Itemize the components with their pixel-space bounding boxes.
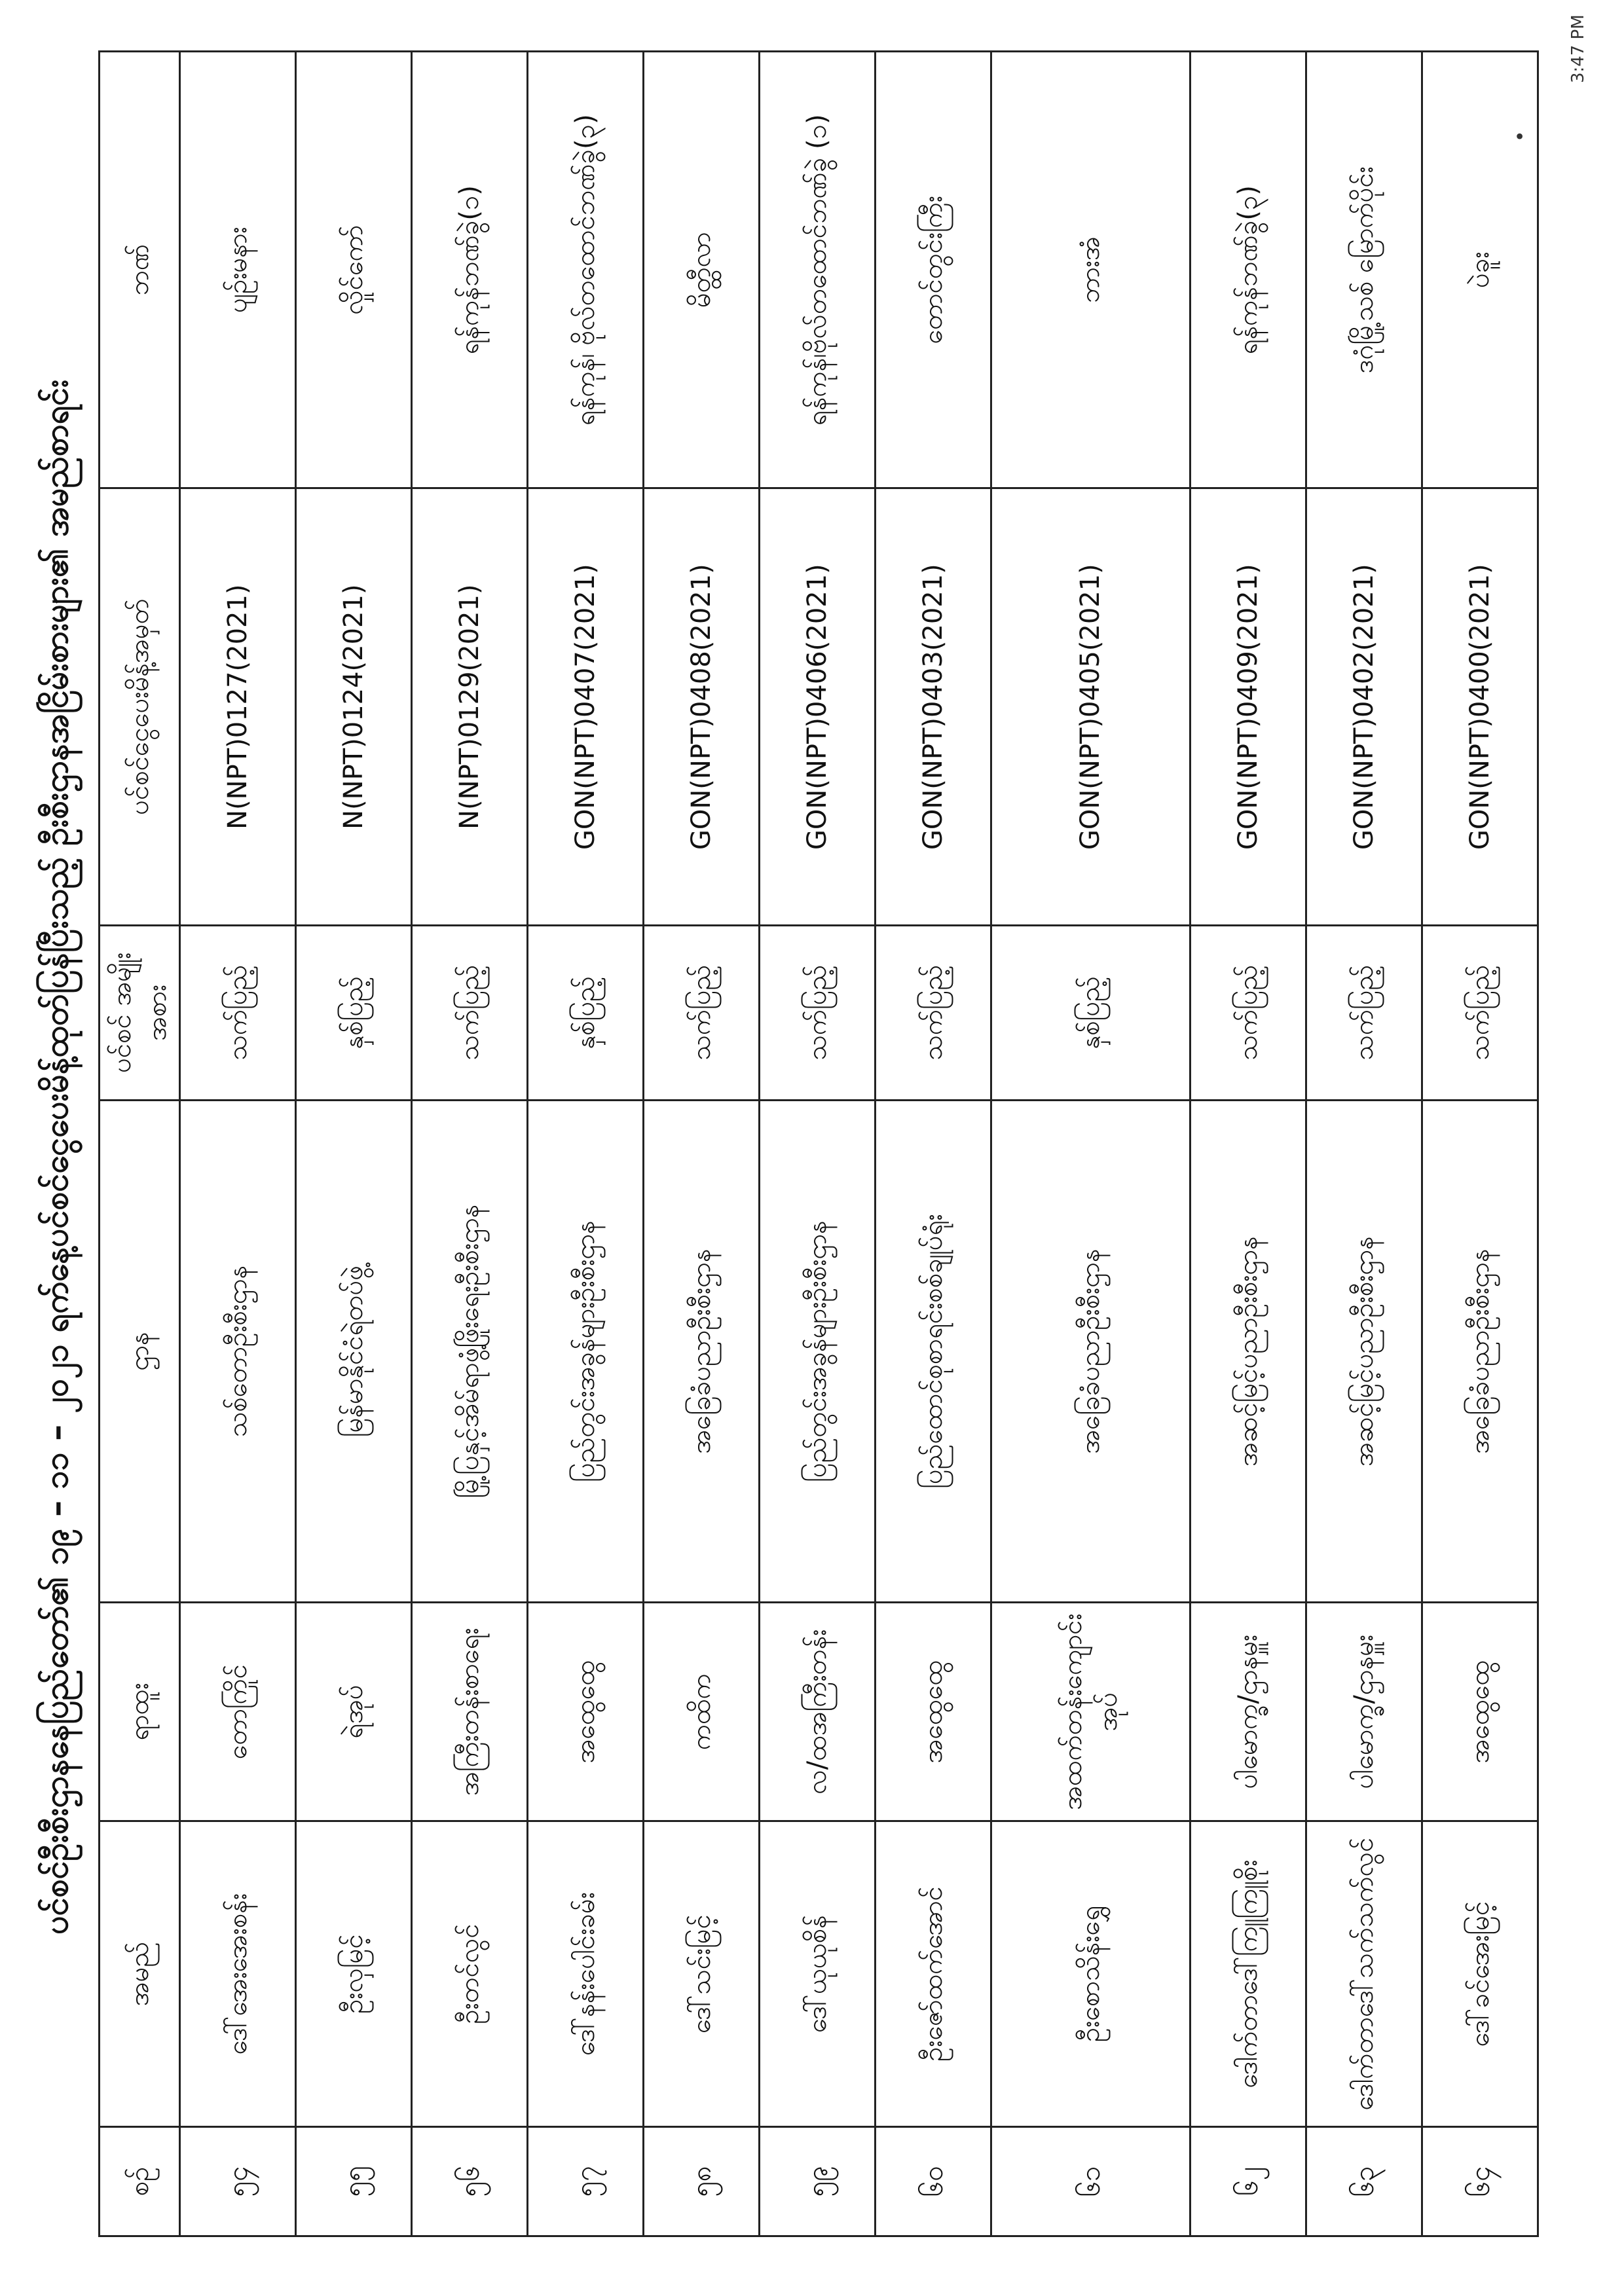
row-department: အခြေခံပညာဦးစီးဌာန bbox=[1422, 1100, 1538, 1603]
row-bank: ဒဂုံမြို့သစ် မြောက်ပိုင်း bbox=[1306, 52, 1422, 488]
row-name: ဒေါ်ယုယုစိန် bbox=[760, 1821, 876, 2126]
row-name: ဒေါ်နန်းပေါင်းခမ်း bbox=[528, 1821, 644, 2126]
row-pension-type: သက်ပြည့် bbox=[644, 925, 760, 1100]
row-pension-type: သက်ပြည့် bbox=[1306, 925, 1422, 1100]
table-row bbox=[876, 52, 991, 2236]
table-row bbox=[644, 52, 760, 2236]
table-row bbox=[1190, 52, 1306, 2236]
row-department: အခြေခံပညာဦးစီးဌာန bbox=[991, 1100, 1190, 1603]
row-pension-type: သက်ပြည့် bbox=[760, 925, 876, 1100]
table-row bbox=[1422, 52, 1538, 2236]
row-no: ၅၉ bbox=[760, 2127, 876, 2236]
row-bank: ပဲခူး bbox=[1422, 52, 1538, 488]
row-bank: ရန်ကုန်၊ဗိုလ်တထောင်ဘဏ်ခွဲ (၁) bbox=[760, 52, 876, 488]
header-rank: ရာထူး bbox=[100, 1603, 180, 1821]
row-department: အဆင့်မြင့်ပညာဦးစီးဌာန bbox=[1190, 1100, 1306, 1603]
row-department: မြို့ပြနှင့်အိမ်ရာဖွံ့ဖြိုးရေးဦးစီးဌာန bbox=[412, 1100, 528, 1603]
row-pension-order-no: N(NPT)0124(2021) bbox=[296, 488, 412, 925]
table-body bbox=[180, 52, 1538, 2236]
row-rank: အထွေထွေ bbox=[1422, 1603, 1538, 1821]
row-no: ၆၃ bbox=[1306, 2127, 1422, 2236]
row-bank: မိတ္ထီလာ bbox=[644, 52, 760, 488]
row-bank: တောင်တွင်းကြီး bbox=[876, 52, 991, 488]
row-no: ၆၁ bbox=[991, 2127, 1190, 2236]
row-rank: ရဲအုပ် bbox=[296, 1603, 412, 1821]
row-name: ဦးစောသိန်းရွှေ bbox=[991, 1821, 1190, 2126]
header-bank: ဘဏ် bbox=[100, 52, 180, 488]
table-header-row bbox=[100, 52, 180, 2236]
row-pension-order-no: N(NPT)0129(2021) bbox=[412, 488, 528, 925]
row-rank: လ/ထအကြီးတန်း bbox=[760, 1603, 876, 1821]
row-rank: အထွေထွေ bbox=[528, 1603, 644, 1821]
table-row bbox=[760, 52, 876, 2236]
header-no: စဉ် bbox=[100, 2127, 180, 2236]
table-row bbox=[1306, 52, 1422, 2236]
row-rank: ကထိက bbox=[644, 1603, 760, 1821]
row-pension-type: နှစ်ပြည့် bbox=[528, 925, 644, 1100]
row-pension-order-no: GON(NPT)0403(2021) bbox=[876, 488, 991, 925]
row-name: ဦးတင်လွင် bbox=[412, 1821, 528, 2126]
row-department: အဆင့်မြင့်ပညာဦးစီးဌာန bbox=[1306, 1100, 1422, 1603]
row-pension-order-no: GON(NPT)0406(2021) bbox=[760, 488, 876, 925]
row-pension-type: သက်ပြည့် bbox=[180, 925, 296, 1100]
table-row bbox=[180, 52, 296, 2236]
row-pension-order-no: N(NPT)0127(2021) bbox=[180, 488, 296, 925]
header-department: ဌာန bbox=[100, 1100, 180, 1603]
row-pension-order-no: GON(NPT)0409(2021) bbox=[1190, 488, 1306, 925]
row-pension-type: နှစ်ပြည့် bbox=[296, 925, 412, 1100]
row-no: ၅၅ bbox=[296, 2127, 412, 2236]
records-table-container bbox=[98, 50, 1539, 2237]
row-pension-type: သက်ပြည့် bbox=[1190, 925, 1306, 1100]
row-rank: ပါမောက္ခ/ဌာနမှူး bbox=[1190, 1603, 1306, 1821]
row-pension-order-no: GON(NPT)0400(2021) bbox=[1422, 488, 1538, 925]
row-bank: ရန်ကုန်၊ ဗိုလ်တထောင်ဘဏ်ခွဲ(၃) bbox=[528, 52, 644, 488]
header-pension-order-no: ပင်စင်ငွေပေးမိန့်အမှတ် bbox=[100, 488, 180, 925]
row-pension-type: သက်ပြည့် bbox=[1422, 925, 1538, 1100]
row-department: မြန်မာနိုင်ငံရဲတပ်ဖွဲ့ bbox=[296, 1100, 412, 1603]
row-name: ဒေါ်အေးအေးစန်း bbox=[180, 1821, 296, 2126]
scan-timestamp: 3:47 PM bbox=[1568, 14, 1588, 83]
row-pension-type: သက်ပြည့် bbox=[876, 925, 991, 1100]
row-no: ၅၇ bbox=[528, 2127, 644, 2236]
table-row bbox=[412, 52, 528, 2236]
row-name: ဒေါ်သင်းမြင့် bbox=[644, 1821, 760, 2126]
row-no: ၆၄ bbox=[1422, 2127, 1538, 2236]
row-name: ဒေါက်တာဒေါ်သက်သက်လွင် bbox=[1306, 1821, 1422, 2126]
row-pension-order-no: GON(NPT)0402(2021) bbox=[1306, 488, 1422, 925]
row-no: ၅၄ bbox=[180, 2127, 296, 2236]
row-pension-type: နှစ်ပြည့် bbox=[991, 925, 1190, 1100]
row-department: သစ်တောဦးစီးဌာန bbox=[180, 1100, 296, 1603]
row-no: ၅၈ bbox=[644, 2127, 760, 2236]
row-department: အခြေခံပညာဦးစီးဌာန bbox=[644, 1100, 760, 1603]
header-name: အမည် bbox=[100, 1821, 180, 2126]
row-pension-order-no: GON(NPT)0408(2021) bbox=[644, 488, 760, 925]
row-bank: ပျဉ်းမနား bbox=[180, 52, 296, 488]
row-name: ဒေါ်ခင်အေးမြင့် bbox=[1422, 1821, 1538, 2126]
row-no: ၆၂ bbox=[1190, 2127, 1306, 2236]
table-row bbox=[991, 52, 1190, 2236]
row-rank: တောကြိုင် bbox=[180, 1603, 296, 1821]
row-department: ပြည်တွင်းအခွန်များဦးစီးဌာန bbox=[528, 1100, 644, 1603]
row-pension-order-no: GON(NPT)0405(2021) bbox=[991, 488, 1190, 925]
row-bank: လှိုင်ကော် bbox=[296, 52, 412, 488]
table-row bbox=[296, 52, 412, 2236]
row-rank: အကြီးတန်းစာရေး bbox=[412, 1603, 528, 1821]
row-rank: အထက်တန်းကျောင်းအုပ် bbox=[991, 1603, 1190, 1821]
row-bank: ရန်ကုန်ဘဏ်ခွဲ(၁) bbox=[412, 52, 528, 488]
row-bank: ရန်ကုန်ဘဏ်ခွဲ(၃) bbox=[1190, 52, 1306, 488]
row-rank: အထွေထွေ bbox=[876, 1603, 991, 1821]
row-no: ၅၆ bbox=[412, 2127, 528, 2236]
row-bank: ဘားအံ bbox=[991, 52, 1190, 488]
row-pension-type: သက်ပြည့် bbox=[412, 925, 528, 1100]
row-name: ဒေါက်တာဒေါ်ကြူကြူစိုး bbox=[1190, 1821, 1306, 2126]
row-no: ၆၀ bbox=[876, 2127, 991, 2236]
table-row bbox=[528, 52, 644, 2236]
records-table bbox=[98, 50, 1539, 2237]
row-rank: ပါမောက္ခ/ဌာနမှူး bbox=[1306, 1603, 1422, 1821]
row-name: ဦးဇော်ထက်အောင် bbox=[876, 1821, 991, 2126]
document-title: ပင်စင်ဦးစီးဌာနနေပြည်တော်၏ ၁၉ – ၁၁ – ၂၀၂၁ ရက်နေ့ပင်စင်ငွေပေးမိန့်ထုတ်ပြန်ပြီးသည့် ဦးစီးဌာနအငြိမ်းစားများ၏ အမည်စာရင်း bbox=[37, 379, 75, 1935]
row-department: ပြည်တွင်းအခွန်များဦးစီးဌာန bbox=[760, 1100, 876, 1603]
row-name: ဦးလှမြင့် bbox=[296, 1821, 412, 2126]
row-department: ပြည်ထောင်စုစာရင်းစစ်ချုပ်ရုံး bbox=[876, 1100, 991, 1603]
row-pension-order-no: GON(NPT)0407(2021) bbox=[528, 488, 644, 925]
header-pension-type: ပင်စင် အမျိုးအစား bbox=[100, 925, 180, 1100]
page-mark: • bbox=[1509, 130, 1532, 142]
